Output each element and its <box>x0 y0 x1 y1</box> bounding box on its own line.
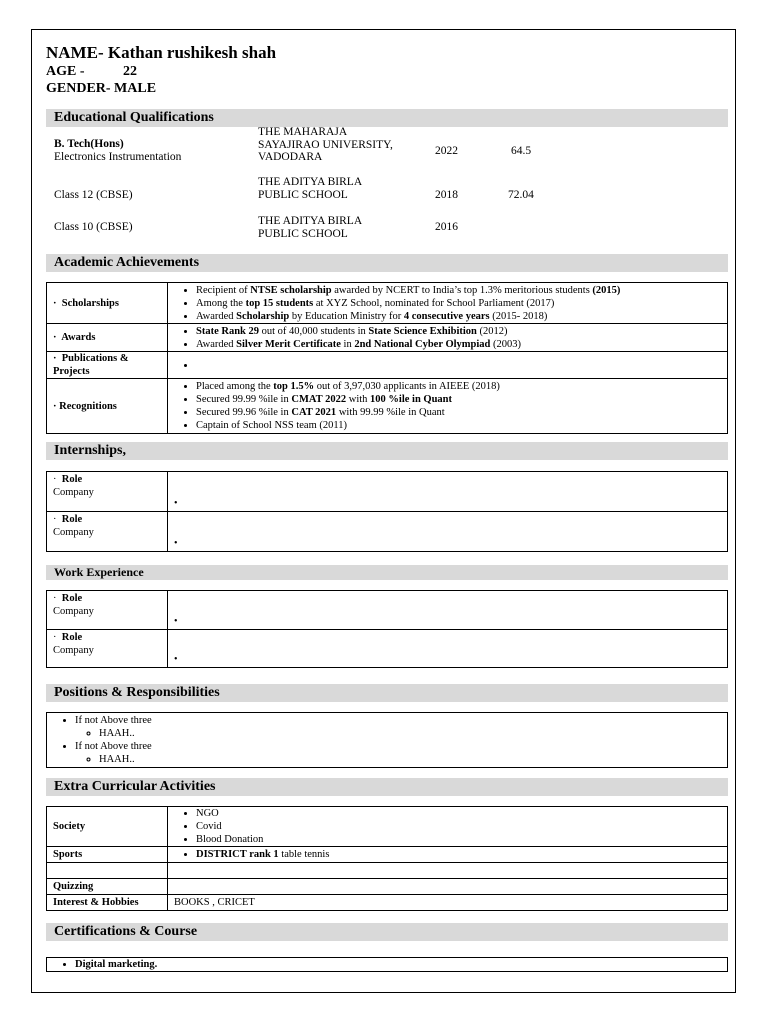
content-cell <box>47 713 728 768</box>
edu-institute <box>258 215 362 240</box>
bullet: • <box>174 538 178 549</box>
edu-institute-line: PUBLIC SCHOOL <box>258 227 348 240</box>
label-cell <box>47 863 168 879</box>
list-item: • Placed among the top 1.5% out of 3,97,030 applicants in AIEEE (2018) <box>196 380 721 393</box>
label-cell: · Recognitions <box>47 379 168 434</box>
certs-row <box>47 958 728 972</box>
bullet: • <box>174 498 178 509</box>
edu-year: 2018 <box>435 189 458 201</box>
content-cell <box>168 879 728 895</box>
label-cell: · Publications & Projects <box>47 352 168 379</box>
academic-row-scholarships <box>47 283 728 324</box>
edu-institute-line: VADODARA <box>258 151 323 163</box>
list-item: • NGO <box>196 807 721 820</box>
section-internships-title: Internships, <box>46 442 728 460</box>
edu-institute-line: SAYAJIRAO UNIVERSITY, <box>258 138 393 151</box>
section-certs-title: Certifications & Course <box>46 923 728 941</box>
list-item: • Digital marketing. <box>75 958 721 971</box>
academic-row-recognitions <box>47 379 728 434</box>
internship-row <box>47 512 728 552</box>
positions-table <box>46 712 728 768</box>
edu-institute-line: THE ADITYA BIRLA <box>258 215 363 227</box>
extra-row-quizzing <box>47 879 728 895</box>
edu-field: Class 10 (CBSE) <box>54 221 133 233</box>
society-label: Society <box>47 807 168 847</box>
content-cell <box>168 283 728 324</box>
list-item: • If not Above three ◦ HAAH.. <box>75 740 721 766</box>
edu-score: 72.04 <box>508 189 534 201</box>
section-work-title: Work Experience <box>46 565 728 580</box>
content-cell <box>168 807 728 847</box>
age-label: AGE - <box>46 64 85 79</box>
section-academic-title: Academic Achievements <box>46 254 728 272</box>
list-item: • State Rank 29 out of 40,000 students in State Science Exhibition (2012) <box>196 325 721 338</box>
list-item: • DISTRICT rank 1 table tennis <box>196 848 721 861</box>
list-item: • Recipient of NTSE scholarship awarded by NCERT to India’s top 1.3% meritorious students (2015) <box>196 284 721 297</box>
academic-row-publications <box>47 352 728 379</box>
projects-label: Projects <box>53 366 90 377</box>
list-item: • Awarded Scholarship by Education Ministry for 4 consecutive years (2015- 2018) <box>196 310 721 323</box>
list-item: • If not Above three ◦ HAAH.. <box>75 714 721 740</box>
extra-table <box>46 806 728 911</box>
sub-list-item: ◦ HAAH.. <box>99 753 721 766</box>
label-cell: · Scholarships <box>47 283 168 324</box>
edu-institute-line: PUBLIC SCHOOL <box>258 188 348 201</box>
age-line <box>46 64 186 80</box>
extra-row-empty <box>47 863 728 879</box>
work-row <box>47 630 728 668</box>
edu-degree: B. Tech(Hons) <box>54 138 124 150</box>
sub-list-item: ◦ HAAH.. <box>99 727 721 740</box>
edu-score: 64.5 <box>511 145 532 157</box>
content-cell <box>168 847 728 863</box>
work-row <box>47 591 728 630</box>
edu-institute-line: THE ADITYA BIRLA <box>258 176 363 188</box>
gender-line: GENDER- MALE <box>46 81 157 96</box>
content-cell <box>168 863 728 879</box>
list-item: • Covid <box>196 820 721 833</box>
content-cell <box>168 379 728 434</box>
certs-table <box>46 957 728 972</box>
internship-row <box>47 472 728 512</box>
list-item: • Secured 99.99 %ile in CMAT 2022 with 100 %ile in Quant <box>196 393 721 406</box>
content-cell <box>168 512 728 552</box>
recognitions-label: Recognitions <box>59 400 117 412</box>
bullet: • <box>174 654 178 665</box>
scholarships-label: Scholarships <box>61 297 119 309</box>
publications-label: Publications & <box>61 353 129 364</box>
sports-label: Sports <box>47 847 168 863</box>
hobbies-label: Interest & Hobbies <box>47 895 168 911</box>
academic-table <box>46 282 728 434</box>
content-cell <box>47 958 728 972</box>
extra-row-hobbies <box>47 895 728 911</box>
section-extra-title: Extra Curricular Activities <box>46 778 728 796</box>
edu-field: Electronics Instrumentation <box>54 151 182 163</box>
extra-row-society <box>47 807 728 847</box>
list-item <box>196 359 721 372</box>
edu-year: 2016 <box>435 221 458 233</box>
section-positions-title: Positions & Responsibilities <box>46 684 728 702</box>
list-item: • Among the top 15 students at XYZ School, nominated for School Parliament (2017) <box>196 297 721 310</box>
academic-row-awards <box>47 324 728 352</box>
section-education-title: Educational Qualifications <box>46 109 728 127</box>
extra-row-sports <box>47 847 728 863</box>
content-cell <box>168 472 728 512</box>
work-table <box>46 590 728 668</box>
list-item: • Blood Donation <box>196 833 721 846</box>
list-item: • Captain of School NSS team (2011) <box>196 419 721 432</box>
positions-row <box>47 713 728 768</box>
content-cell <box>168 352 728 379</box>
label-cell: · Role Company <box>47 472 168 512</box>
internships-table <box>46 471 728 552</box>
list-item: • Awarded Silver Merit Certificate in 2nd National Cyber Olympiad (2003) <box>196 338 721 351</box>
quizzing-label: Quizzing <box>47 879 168 895</box>
age-value: 22 <box>123 64 137 79</box>
content-cell <box>168 324 728 352</box>
edu-institute-line: THE MAHARAJA <box>258 126 348 138</box>
edu-field: Class 12 (CBSE) <box>54 189 133 201</box>
content-cell <box>168 591 728 630</box>
awards-label: Awards <box>61 332 96 343</box>
bullet: • <box>174 616 178 627</box>
label-cell: · Role Company <box>47 630 168 668</box>
edu-institute <box>258 176 362 201</box>
candidate-name: NAME- Kathan rushikesh shah <box>46 43 277 62</box>
label-cell: · Awards <box>47 324 168 352</box>
hobbies-value: BOOKS , CRICET <box>168 895 728 911</box>
edu-institute <box>258 126 393 164</box>
list-item: • Secured 99.96 %ile in CAT 2021 with 99.99 %ile in Quant <box>196 406 721 419</box>
content-cell <box>168 630 728 668</box>
label-cell: · Role Company <box>47 512 168 552</box>
label-cell: · Role Company <box>47 591 168 630</box>
edu-year: 2022 <box>435 145 458 157</box>
